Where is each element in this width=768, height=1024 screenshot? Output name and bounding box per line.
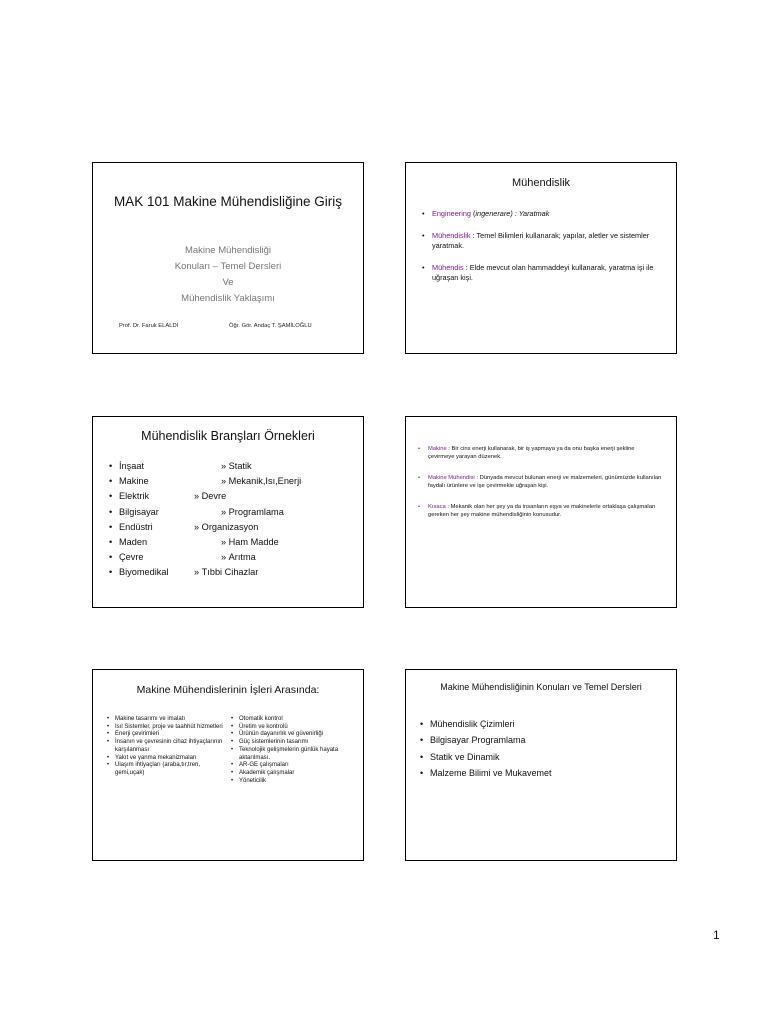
slide3-title: Mühendislik Branşları Örnekleri — [141, 429, 315, 443]
term: Makine Mühendisi — [428, 474, 475, 481]
definition: : Mekanik olan her şey ya da insanların eşya ve makinelerle ortaklaşa çalışmaları gereken her şey makine mühendisliğinin konusudur. — [428, 503, 656, 519]
branch-subject: Tıbbi Cihazlar — [201, 567, 259, 578]
topic-list — [420, 716, 552, 781]
list-item — [422, 231, 662, 252]
branch-subject: Arıtma — [228, 552, 256, 563]
page-number: 1 — [713, 928, 720, 942]
term-sep: ( — [470, 209, 476, 218]
branch-separator: » — [194, 521, 202, 532]
definition: : Dünyada mevcut bulunan enerji ve malzemeleri, günümüzde kullanılan faydalı ürünlere ve işe çevirmekle uğraşan kişi. — [428, 474, 662, 490]
topic-item: • Malzeme Bilimi ve Mukavemet — [420, 765, 552, 781]
slide1-subtitle — [103, 243, 353, 307]
branch-separator: » — [221, 506, 229, 517]
branch-separator: » — [221, 461, 229, 471]
branch-subject: Programlama — [228, 506, 284, 517]
branch-subject: Ham Madde — [228, 537, 279, 548]
branch-item — [109, 565, 301, 580]
branch-item — [109, 489, 301, 504]
term: Kısaca — [428, 503, 446, 510]
branch-name: Makine — [119, 476, 149, 487]
list-item — [418, 445, 662, 462]
branch-subject: Devre — [201, 491, 227, 502]
branch-name: İnşaat — [119, 461, 145, 471]
duties-column-2 — [231, 716, 357, 785]
list-item — [422, 263, 662, 284]
definition: : Elde mevcut olan hammaddeyi kullanarak, yaratma işi ile uğraşan kişi. — [432, 262, 654, 282]
slide5-title: Makine Mühendislerinin İşleri Arasında: — [136, 684, 320, 696]
duty-item: • Akademik çalışmalar — [231, 770, 357, 778]
duty-item: • AR-GE çalışmaları — [231, 762, 357, 770]
slide-branches — [92, 416, 364, 608]
definition-list — [418, 445, 662, 531]
duty-item: • Güç sistemlerinin tasarımı — [231, 739, 357, 747]
definition-list — [422, 209, 662, 295]
branch-item — [109, 520, 301, 535]
branch-item — [109, 535, 301, 550]
branch-item — [109, 459, 301, 474]
duty-item: • Isıl Sistemler, proje ve taahhüt hizmetleri — [107, 724, 229, 732]
duty-item: • Yöneticilik — [231, 778, 357, 786]
term: Mühendis — [432, 262, 464, 272]
duty-item: • İnsanın ve çevresinin cihaz ihtiyaçlarının karşılanması — [107, 739, 229, 754]
slide-title — [92, 162, 364, 354]
topic-item: • Mühendislik Çizimleri — [420, 716, 552, 732]
branch-list — [109, 459, 301, 581]
author-2: Öğr. Gör. Andaç T. ŞAMİLOĞLU — [229, 323, 312, 329]
subtitle-line: Konuları – Temel Dersleri — [174, 261, 282, 272]
slide6-title: Makine Mühendisliğinin Konuları ve Temel Dersleri — [440, 682, 642, 692]
list-item — [418, 503, 662, 520]
definition: : Temel Bilimleri kullanarak; yapılar, aletler ve sistemler yaratmak. — [432, 230, 650, 250]
branch-name: Çevre — [119, 552, 144, 563]
topic-item: • Bilgisayar Programlama — [420, 732, 552, 748]
branch-separator: » — [221, 476, 229, 487]
duty-item: • Otomatik kontrol — [231, 716, 357, 724]
branch-subject: Statik — [228, 461, 252, 471]
slide-muhendislik — [405, 162, 677, 354]
branch-separator: » — [194, 567, 202, 578]
branch-subject: Organizasyon — [201, 521, 259, 532]
branch-name: Bilgisayar — [119, 506, 159, 517]
subtitle-line: Makine Mühendisliği — [184, 245, 272, 256]
slide-duties — [92, 669, 364, 861]
branch-name: Endüstri — [119, 521, 153, 532]
subtitle-line: Ve — [222, 277, 234, 288]
branch-item — [109, 550, 301, 565]
authors — [119, 323, 353, 329]
branch-item — [109, 505, 301, 520]
duty-item: • Ürünün dayanırlık ve güvenirliği — [231, 731, 357, 739]
branch-name: Maden — [119, 537, 148, 548]
branch-name: Biyomedikal — [119, 567, 169, 578]
slide-definitions — [405, 416, 677, 608]
duty-item: • Yakıt ve yanma mekanizmaları — [107, 755, 229, 763]
branch-name: Elektrik — [119, 491, 150, 502]
branch-subject: Mekanik,Isı,Enerji — [228, 476, 302, 487]
author-1: Prof. Dr. Faruk ELALDI — [119, 323, 179, 329]
topic-item: • Statik ve Dinamik — [420, 749, 552, 765]
subtitle-line: Mühendislik Yaklaşımı — [181, 293, 275, 304]
slide1-title: MAK 101 Makine Mühendisliğine Giriş — [113, 194, 343, 209]
duty-item: • Enerji çevirimleri — [107, 731, 229, 739]
definition: : Bir cins enerji kullanarak, bir iş yapmaya ya da onu başka enerji şekline çevirmeye yarayan düzenek. — [428, 446, 635, 461]
branch-separator: » — [221, 537, 229, 548]
term: Makine — [428, 446, 447, 452]
duty-item: • Ulaşım ihtiyaçları (araba,tır,tren, gemi,uçak) — [107, 762, 229, 777]
duty-item: • Üretim ve kontrolü — [231, 724, 357, 732]
list-item — [422, 209, 662, 220]
duties-column-1 — [107, 716, 229, 778]
term-italic: ingenerare — [475, 209, 511, 218]
list-item — [418, 474, 662, 491]
term: Mühendislik — [432, 230, 471, 240]
duty-item: • Teknolojik gelişmelerin günlük hayata aktarılması. — [231, 747, 357, 762]
definition: ) : Yaratmak — [510, 209, 550, 218]
slide-topics — [405, 669, 677, 861]
branch-item — [109, 474, 301, 489]
term: Engineering — [432, 209, 471, 218]
branch-separator: » — [194, 491, 202, 502]
duty-item: • Makine tasarımı ve imalatı — [107, 716, 229, 724]
branch-separator: » — [221, 552, 229, 563]
slide2-title: Mühendislik — [511, 177, 571, 189]
